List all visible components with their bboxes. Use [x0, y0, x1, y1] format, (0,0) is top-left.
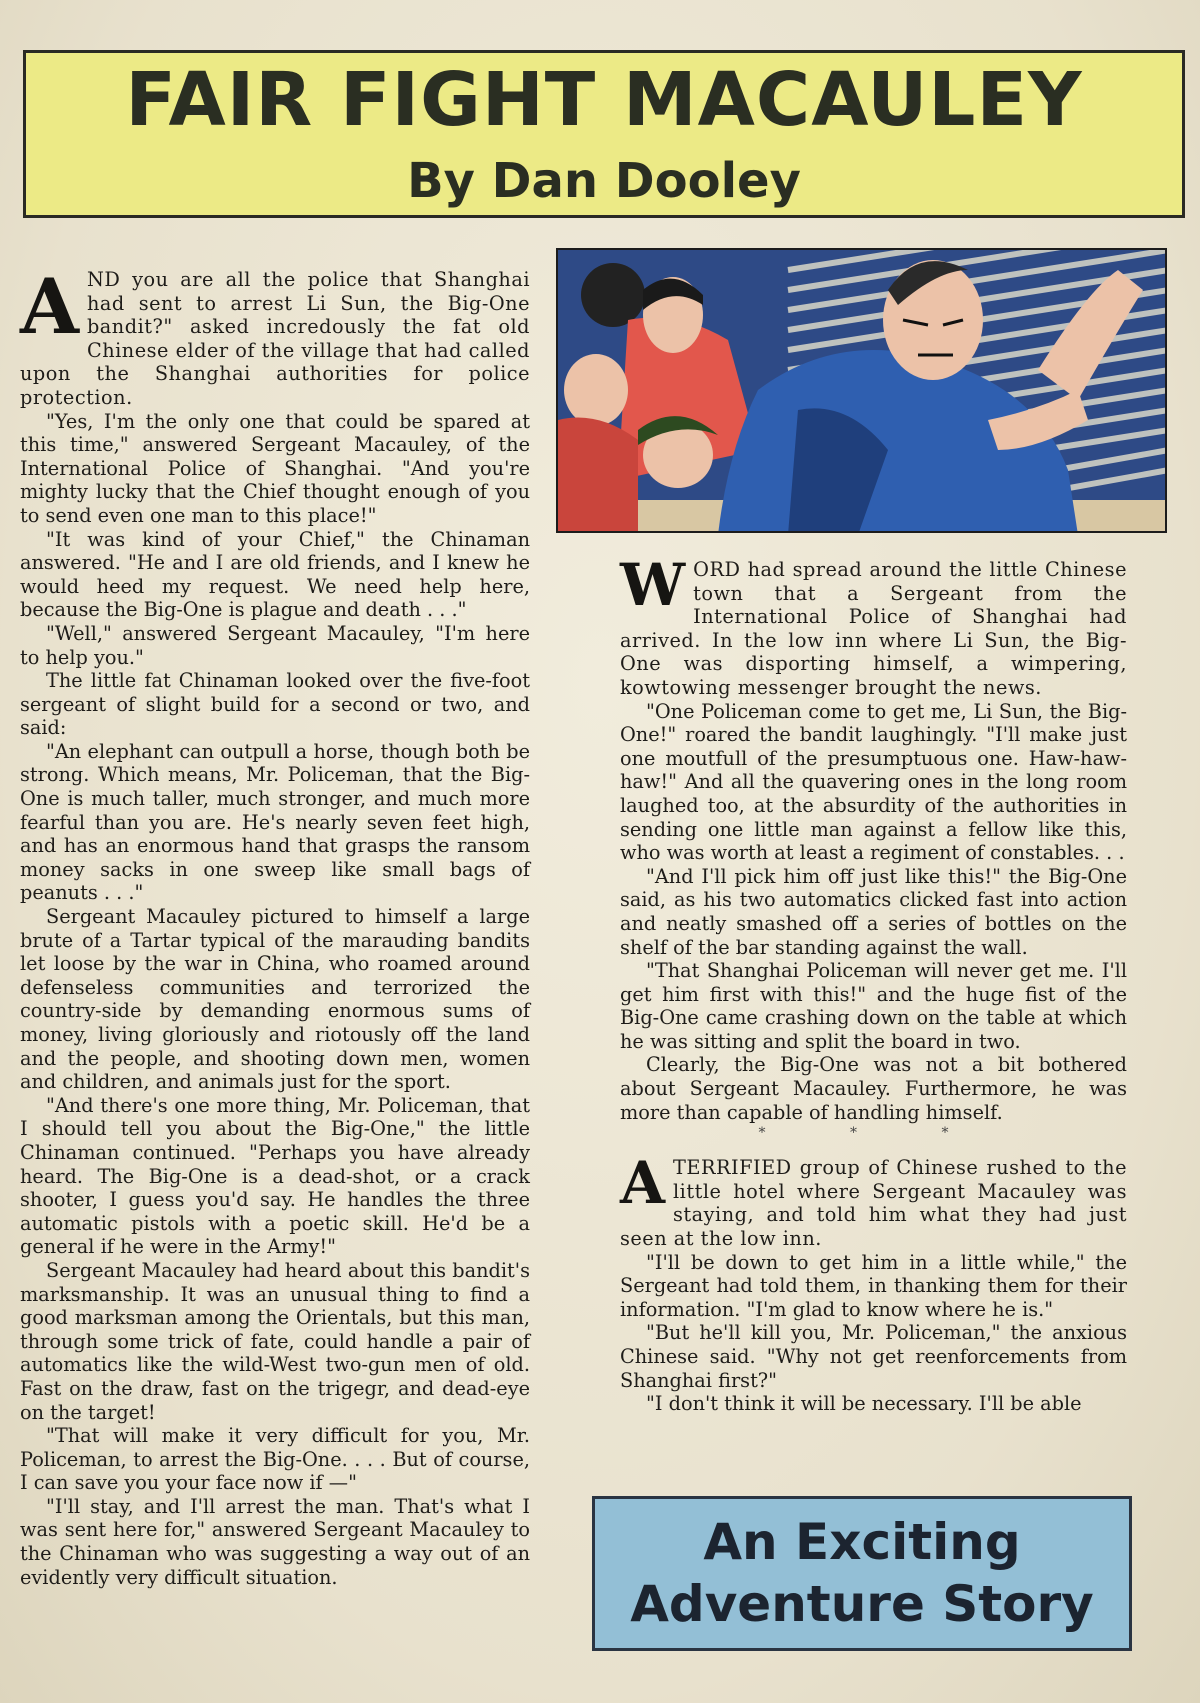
drop-cap: W [620, 551, 686, 619]
left-paragraph: The little fat Chinaman looked over the five-foot sergeant of slight build for a second or two, and said: [20, 669, 530, 740]
right-paragraph: "That Shanghai Policeman will never get me. I'll get him first with this!" and the huge fist of the Big-One came crashing down on the table at which he was sitting and split the board in two. [620, 959, 1127, 1053]
left-paragraph: Sergeant Macauley had heard about this bandit's marksmanship. It was an unusual thing to find a good marksman among the Orientals, but this man, through some trick of fate, could handle a pair of automatics like the wild-West two-gun men of old. Fast on the draw, fast on the trigegr, and dead-eye on the target! [20, 1258, 530, 1424]
left-paragraph-1: AND you are all the police that Shanghai had sent to arrest Li Sun, the Big-One bandit?" asked incredously the fat old Chinese elder of the village that had called upon the Shanghai authorities for police protection. [20, 262, 530, 409]
drop-cap: A [20, 262, 79, 351]
left-paragraph: "I'll stay, and I'll arrest the man. That's what I was sent here for," answered Sergeant Macauley to the Chinaman who was suggesting a way out of an evidently very difficult situation. [20, 1494, 530, 1589]
section-separator: * * * [758, 1125, 989, 1142]
right-paragraph: "But he'll kill you, Mr. Policeman," the anxious Chinese said. "Why not get reenforcements from Shanghai first?" [620, 1321, 1127, 1392]
right-column [620, 551, 1127, 1416]
left-paragraph: "It was kind of your Chief," the Chinaman answered. "He and I are old friends, and I knew he would heed my request. We need help here, because the Big-One is plague and death . . ." [20, 527, 530, 622]
right-paragraph-1: WORD had spread around the little Chinese town that a Sergeant from the International Police of Shanghai had arrived. In the low inn where Li Sun, the Big-One was disporting himself, a wimpering, kowtowing messenger brought the news. [620, 551, 1127, 699]
right-paragraph: Clearly, the Big-One was not a bit bothered about Sergeant Macauley. Furthermore, he was more than capable of handling himself. [620, 1053, 1127, 1124]
right-paragraph: "I don't think it will be necessary. I'll be able [646, 1392, 1082, 1416]
left-paragraph: "That will make it very difficult for you, Mr. Policeman, to arrest the Big-One. . . . But of course, I can save you your face now if —" [20, 1424, 530, 1495]
left-column [20, 262, 530, 1589]
left-paragraph: "And there's one more thing, Mr. Policeman, that I should tell you about the Big-One," the little Chinaman continued. "Perhaps you have already heard. The Big-One is a dead-shot, or a crack shooter, I guess you'd say. He handles the three automatic pistols with a poetic skill. He'd be a general if he were in the Army!" [20, 1093, 530, 1259]
right-paragraph: "And I'll pick him off just like this!" the Big-One said, as his two automatics clicked fast into action and neatly smashed off a series of bottles on the shelf of the bar standing against the wall. [620, 864, 1127, 959]
left-paragraph: "Yes, I'm the only one that could be spared at this time," answered Sergeant Macauley, of the International Police of Shanghai. "And you're mighty lucky that the Chief thought enough of you to send even one man to this place!" [20, 409, 530, 527]
illustration-panel [556, 248, 1167, 533]
banner-line-1: An Exciting [703, 1513, 1021, 1571]
bandit-illustration [558, 250, 1167, 533]
left-paragraph: "An elephant can outpull a horse, though both be strong. Which means, Mr. Policeman, that the Big-One is much taller, much stronger, and much more fearful than you are. He's nearly seven feet high, and has an enormous hand that grasps the ransom money sacks in one sweep like small bags of peanuts . . ." [20, 739, 530, 905]
right-paragraph: "I'll be down to get him in a little while," the Sergeant had told them, in thanking them for their information. "I'm glad to know where he is." [620, 1250, 1127, 1321]
byline: By Dan Dooley [407, 153, 801, 209]
banner-line-2: Adventure Story [630, 1575, 1094, 1633]
left-paragraph: Sergeant Macauley pictured to himself a large brute of a Tartar typical of the marauding bandits let loose by the war in China, who roamed around defenseless communities and terrorized the country-side by demanding enormous sums of money, living gloriously and riotously off the land and the people, and shooting down men, women and children, and animals just for the sport. [20, 905, 530, 1094]
left-paragraph: "Well," answered Sergeant Macauley, "I'm here to help you." [20, 621, 530, 669]
title-box [23, 50, 1185, 218]
right-paragraph: "One Policeman come to get me, Li Sun, the Big-One!" roared the bandit laughingly. "I'll make just one moutfull of the presumptuous one. Haw-haw-haw!" And all the quavering ones in the long room laughed too, at the absurdity of the authorities in sending one little man against a fellow like this, who was worth at least a regiment of constables. . . [620, 699, 1127, 865]
drop-cap: A [620, 1149, 666, 1218]
right-paragraph-section2: ATERRIFIED group of Chinese rushed to the little hotel where Sergeant Macauley was staying, and told him what they had just seen at the low inn. [620, 1149, 1127, 1251]
adventure-banner [592, 1496, 1132, 1651]
story-title: FAIR FIGHT MACAULEY [125, 57, 1083, 143]
